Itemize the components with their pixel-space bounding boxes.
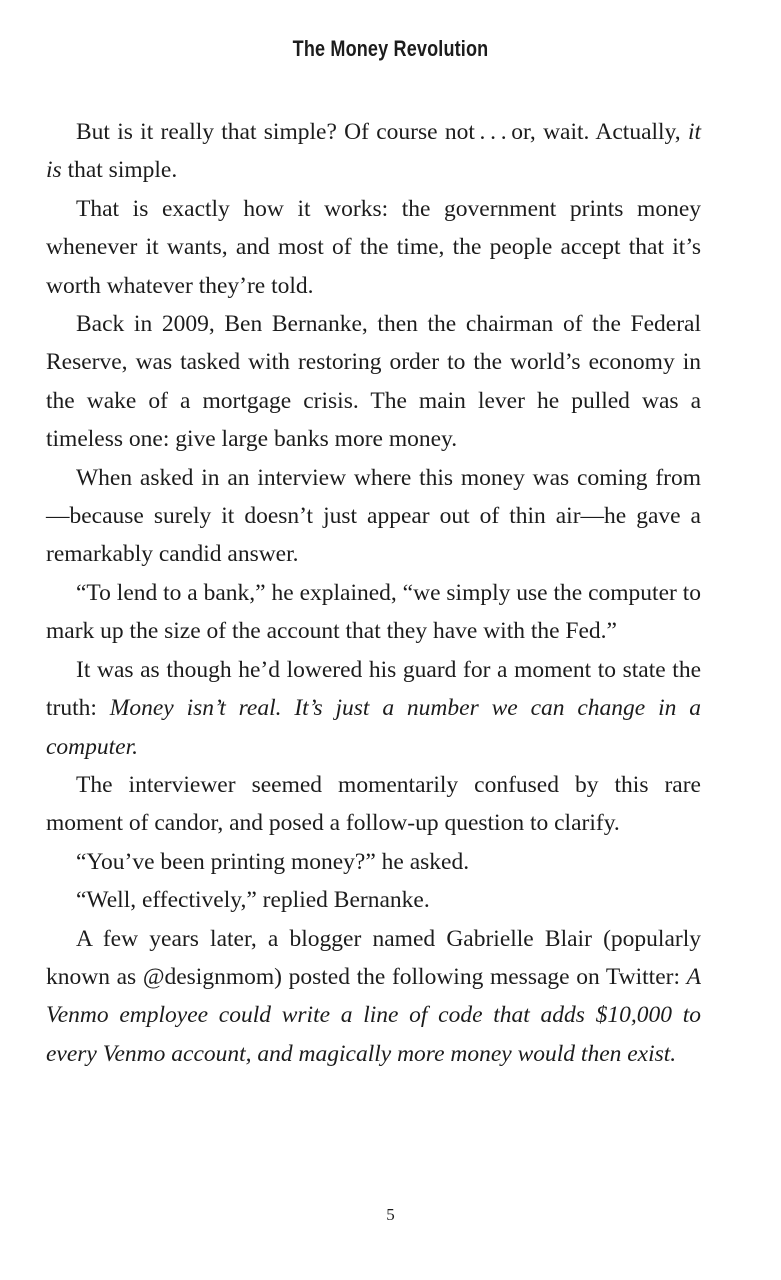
paragraph-7: The interviewer seemed momentarily confused by this rare moment of candor, and posed a follow-up question to clarify. bbox=[46, 771, 701, 837]
body-text bbox=[46, 113, 701, 1073]
paragraph-5-quote: “To lend to a bank,” he explained, “we simply use the computer to mark up the size of the account that they have with the Fed.” bbox=[46, 579, 701, 645]
paragraph-2: That is exactly how it works: the government prints money whenever it wants, and most of the time, the people accept that it’s worth whatever they’re told. bbox=[46, 195, 701, 299]
paragraph-8-quote: “You’ve been printing money?” he asked. bbox=[76, 848, 470, 875]
paragraph-3: Back in 2009, Ben Bernanke, then the chairman of the Federal Reserve, was tasked with restoring order to the world’s economy in the wake of a mortgage crisis. The main lever he pulled was a timeless one: give large banks more money. bbox=[46, 311, 701, 453]
running-head: The Money Revolution bbox=[292, 36, 489, 61]
page-number: 5 bbox=[386, 1205, 395, 1224]
paragraph-10-text: A few years later, a blogger named Gabrielle Blair (popularly known as @designmom) posted the following message on Twitter: bbox=[46, 925, 701, 990]
paragraph-1-emphasis: it is bbox=[46, 119, 701, 184]
paragraph-10 bbox=[46, 920, 701, 1074]
paragraph-9-quote: “Well, effectively,” replied Bernanke. bbox=[76, 887, 430, 914]
paragraph-6-text: It was as though he’d lowered his guard for a moment to state the truth: bbox=[46, 656, 701, 722]
paragraph-1 bbox=[46, 113, 701, 190]
paragraph-1-tail: that simple. bbox=[61, 157, 178, 184]
paragraph-1-text: But is it really that simple? Of course not . . . or, wait. Actually, bbox=[76, 119, 688, 145]
paragraph-10-emphasis: A Venmo employee could write a line of code that adds $10,000 to every Venmo account, and magically more money would then exist. bbox=[46, 963, 701, 1067]
paragraph-6 bbox=[46, 651, 701, 766]
paragraph-6-emphasis: Money isn’t real. It’s just a number we can change in a computer. bbox=[46, 695, 701, 760]
paragraph-4: When asked in an interview where this money was coming from—because surely it doesn’t just appear out of thin air—he gave a remarkably candid answer. bbox=[46, 464, 701, 568]
